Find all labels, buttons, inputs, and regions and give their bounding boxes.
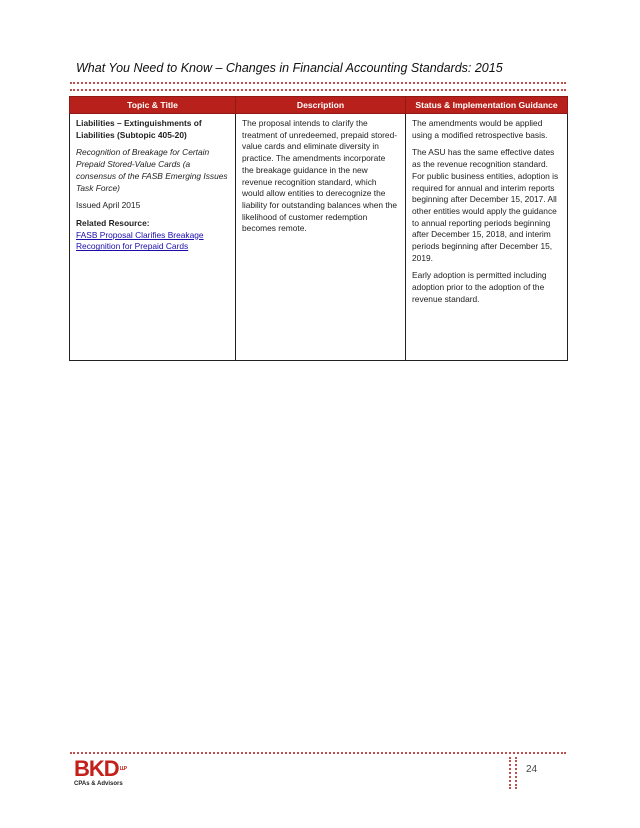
status-paragraph-1: The amendments would be applied using a modified retrospective basis.	[412, 118, 548, 140]
issued-date: Issued April 2015	[76, 200, 141, 211]
header-divider	[70, 82, 566, 91]
page-number: 24	[526, 764, 538, 775]
related-resource-link[interactable]: FASB Proposal Clarifies Breakage Recognition for Prepaid Cards	[76, 229, 204, 252]
footer-vertical-divider	[509, 757, 517, 789]
status-paragraph-2: The ASU has the same effective dates as the revenue recognition standard. For public business entities, adoption is required for annual and interim reports beginning after December 15, 2017. All other entities would apply the guidance to annual reporting periods beginning after December 15, 2018, and interim periods beginning after December 15, 2019.	[412, 147, 559, 263]
footer-divider	[70, 752, 566, 754]
column-header-description: Description	[236, 97, 406, 114]
related-resource-label: Related Resource:	[76, 217, 150, 228]
bkd-logo	[74, 758, 126, 787]
description-cell	[236, 114, 406, 361]
table-header-row	[70, 97, 568, 114]
logo-wordmark: BKD	[74, 756, 119, 781]
status-cell	[406, 114, 568, 361]
table-row	[70, 114, 568, 361]
standards-table	[69, 96, 568, 361]
topic-subtitle: Recognition of Breakage for Certain Prepaid Stored-Value Cards (a consensus of the FASB Emerging Issues Task Force)	[76, 147, 228, 193]
status-paragraph-3: Early adoption is permitted including adoption prior to the adoption of the revenue standard.	[412, 270, 547, 304]
logo-llp: LLP	[119, 766, 127, 772]
topic-cell	[70, 114, 236, 361]
page-title: What You Need to Know – Changes in Financial Accounting Standards: 2015	[76, 61, 503, 75]
column-header-status: Status & Implementation Guidance	[406, 97, 568, 114]
column-header-topic: Topic & Title	[70, 97, 236, 114]
description-text: The proposal intends to clarify the treatment of unredeemed, prepaid stored-value cards and eliminate diversity in practice. The amendments incorporate the breakage guidance in the new revenue recognition standard, which would allow entities to derecognize the liability for outstanding balances when the likelihood of customer redemption becomes remote.	[242, 118, 398, 234]
topic-heading: Liabilities – Extinguishments of Liabilities (Subtopic 405-20)	[76, 118, 202, 140]
logo-tagline: CPAs & Advisors	[74, 781, 123, 787]
